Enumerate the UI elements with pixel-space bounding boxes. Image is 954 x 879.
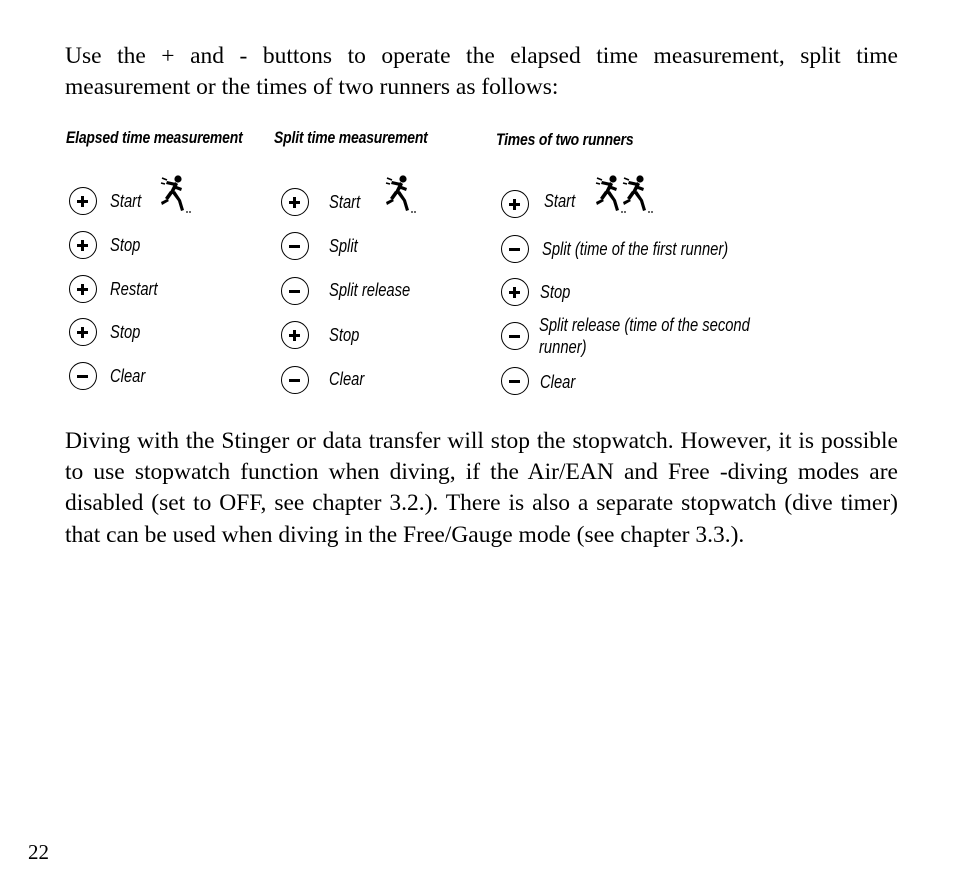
step-label: Restart <box>110 279 158 299</box>
stopwatch-note-paragraph: Diving with the Stinger or data transfer will stop the stopwatch. However, it is possible to use stopwatch function when diving, if the Air/EAN and Free -diving modes are disabled (set to OFF, see chapter 3.2.). There is also a separate stopwatch (dive timer) that can be used when diving in the Free/Gauge mode (see chapter 3.3.). <box>65 428 898 548</box>
step-label: Start <box>110 191 142 211</box>
step-label: Stop <box>110 322 141 342</box>
column-title-split: Split time measurement <box>274 128 428 147</box>
column-title-elapsed: Elapsed time measurement <box>66 128 243 147</box>
step-label: Start <box>329 192 361 212</box>
plus-button-icon <box>281 321 309 349</box>
plus-button-icon <box>69 275 97 303</box>
intro-paragraph: Use the + and - buttons to operate the elapsed time measurement, split time measurement or the times of two runners as follows: <box>65 43 898 101</box>
step-label: Stop <box>110 235 141 255</box>
page-number: 22 <box>28 840 49 864</box>
minus-button-icon <box>501 322 529 350</box>
plus-button-icon <box>69 231 97 259</box>
column-title-two-runners: Times of two runners <box>496 130 634 149</box>
minus-button-icon <box>281 232 309 260</box>
runner-icon <box>158 175 194 215</box>
plus-button-icon <box>69 187 97 215</box>
step-label: Split release (time of the second runner) <box>539 315 750 357</box>
plus-button-icon <box>501 278 529 306</box>
plus-button-icon <box>281 188 309 216</box>
minus-button-icon <box>501 367 529 395</box>
step-label: Split <box>329 236 358 256</box>
plus-button-icon <box>69 318 97 346</box>
step-label: Start <box>544 191 576 211</box>
step-label: Clear <box>110 366 146 386</box>
step-label: Split release <box>329 280 411 300</box>
minus-button-icon <box>501 235 529 263</box>
step-label: Clear <box>329 369 365 389</box>
runner-icon <box>383 175 419 215</box>
plus-button-icon <box>501 190 529 218</box>
minus-button-icon <box>281 366 309 394</box>
step-label: Clear <box>540 372 576 392</box>
minus-button-icon <box>69 362 97 390</box>
runner-icon <box>620 175 656 215</box>
minus-button-icon <box>281 277 309 305</box>
step-label: Stop <box>329 325 360 345</box>
step-label: Stop <box>540 282 571 302</box>
step-label: Split (time of the first runner) <box>542 239 729 259</box>
